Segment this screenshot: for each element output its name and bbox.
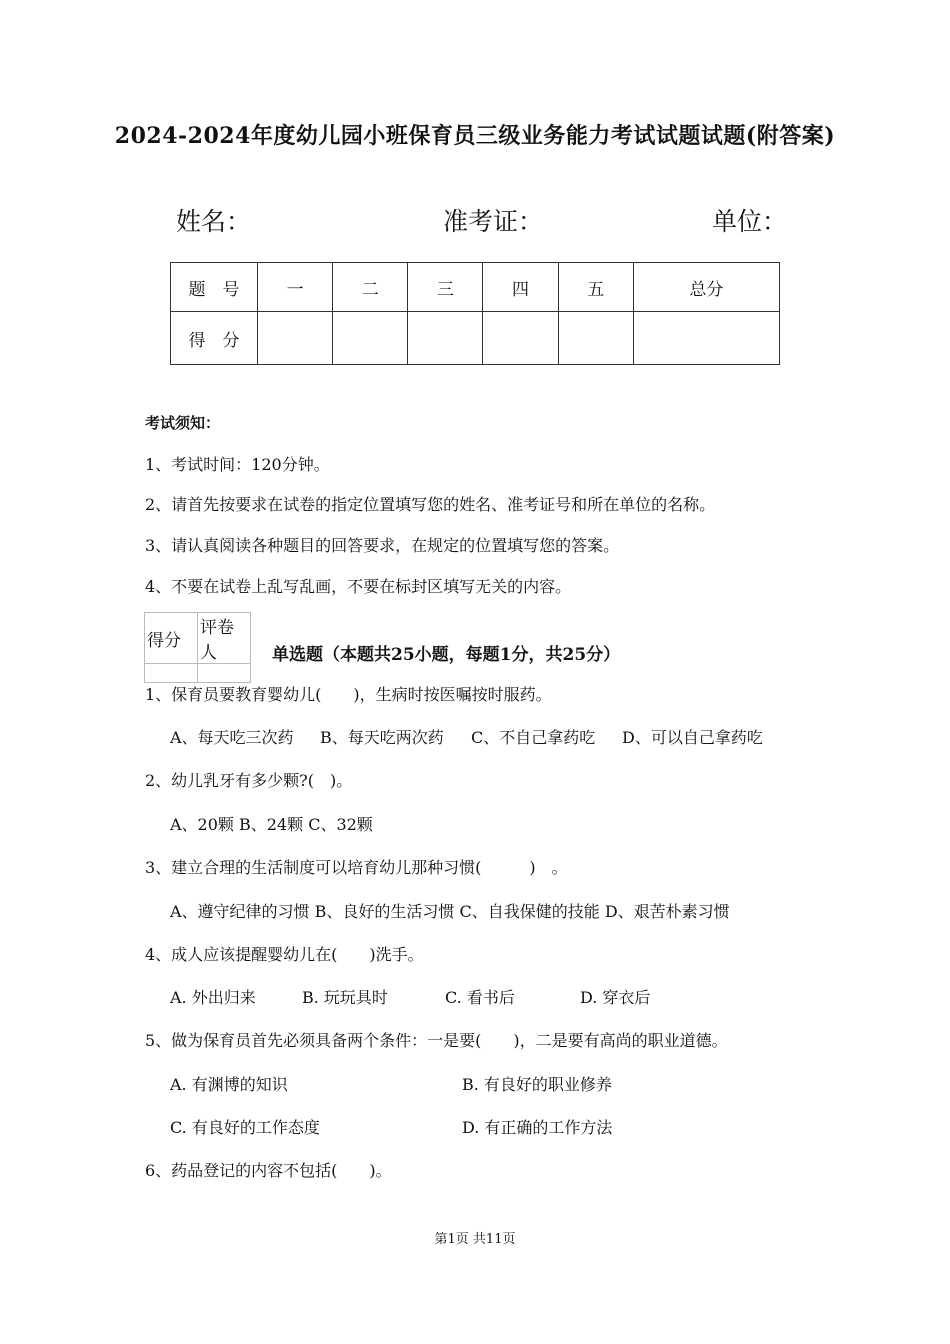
score-table (170, 262, 780, 365)
option-b: B. 有良好的职业修养 (462, 1075, 612, 1094)
option-line: A、遵守纪律的习惯 B、良好的生活习惯 C、自我保健的技能 D、艰苦朴素习惯 (170, 902, 730, 921)
grader-box (144, 612, 251, 683)
notice-item: 1、考试时间：120分钟。 (145, 455, 330, 474)
notice-heading: 考试须知： (145, 414, 221, 432)
grader-reviewer-cell (198, 664, 251, 683)
option-a: A. 有渊博的知识 (170, 1075, 288, 1094)
exam-id-field-label: 准考证： (443, 207, 544, 236)
score-row-label: 得 分 (171, 312, 258, 365)
page-footer: 第1页 共11页 (434, 1232, 516, 1247)
question-stem: 1、保育员要教育婴幼儿( )，生病时按医嘱按时服药。 (145, 685, 552, 704)
question-stem: 3、建立合理的生活制度可以培育幼儿那种习惯( ) 。 (145, 858, 568, 877)
option-c: C、不自己拿药吃 (471, 728, 596, 747)
option-a: A. 外出归来 (170, 988, 256, 1007)
option-b: B、每天吃两次药 (320, 728, 444, 747)
score-table-header-row (171, 263, 780, 312)
question-stem: 2、幼儿乳牙有多少颗?( )。 (145, 771, 353, 790)
score-table-header-cell: 一 (258, 263, 333, 312)
score-cell (333, 312, 408, 365)
question-stem: 4、成人应该提醒婴幼儿在( )洗手。 (145, 945, 424, 964)
option-d: D、可以自己拿药吃 (622, 728, 763, 747)
question-stem: 5、做为保育员首先必须具备两个条件：一是要( )，二是要有高尚的职业道德。 (145, 1031, 728, 1050)
section-title: 单选题（本题共25小题，每题1分，共25分） (272, 645, 621, 665)
score-cell (483, 312, 558, 365)
notice-item: 4、不要在试卷上乱写乱画，不要在标封区填写无关的内容。 (145, 577, 572, 596)
score-table-header-cell: 五 (558, 263, 633, 312)
grader-reviewer-label: 评卷人 (198, 613, 251, 664)
option-b: B. 玩玩具时 (302, 988, 388, 1007)
notice-item: 2、请首先按要求在试卷的指定位置填写您的姓名、准考证号和所在单位的名称。 (145, 495, 716, 514)
grader-score-label: 得分 (145, 613, 198, 664)
question-stem: 6、药品登记的内容不包括( )。 (145, 1161, 392, 1180)
score-cell (258, 312, 333, 365)
score-cell (408, 312, 483, 365)
score-cell (633, 312, 779, 365)
unit-field-label: 单位： (712, 207, 788, 236)
option-c: C. 有良好的工作态度 (170, 1118, 320, 1137)
score-table-header-cell: 二 (333, 263, 408, 312)
score-table-header-cell: 四 (483, 263, 558, 312)
option-d: D. 有正确的工作方法 (462, 1118, 613, 1137)
option-d: D. 穿衣后 (580, 988, 651, 1007)
notice-item: 3、请认真阅读各种题目的回答要求，在规定的位置填写您的答案。 (145, 536, 620, 555)
score-cell (558, 312, 633, 365)
option-a: A、每天吃三次药 (170, 728, 294, 747)
option-c: C. 看书后 (445, 988, 515, 1007)
score-table-header-cell: 总分 (633, 263, 779, 312)
score-table-header-cell: 题 号 (171, 263, 258, 312)
score-table-header-cell: 三 (408, 263, 483, 312)
document-title: 2024-2024年度幼儿园小班保育员三级业务能力考试试题试题(附答案) (114, 123, 836, 149)
option-line: A、20颗 B、24颗 C、32颗 (170, 815, 373, 834)
grader-score-cell (145, 664, 198, 683)
name-field-label: 姓名： (176, 207, 252, 236)
score-table-score-row (171, 312, 780, 365)
